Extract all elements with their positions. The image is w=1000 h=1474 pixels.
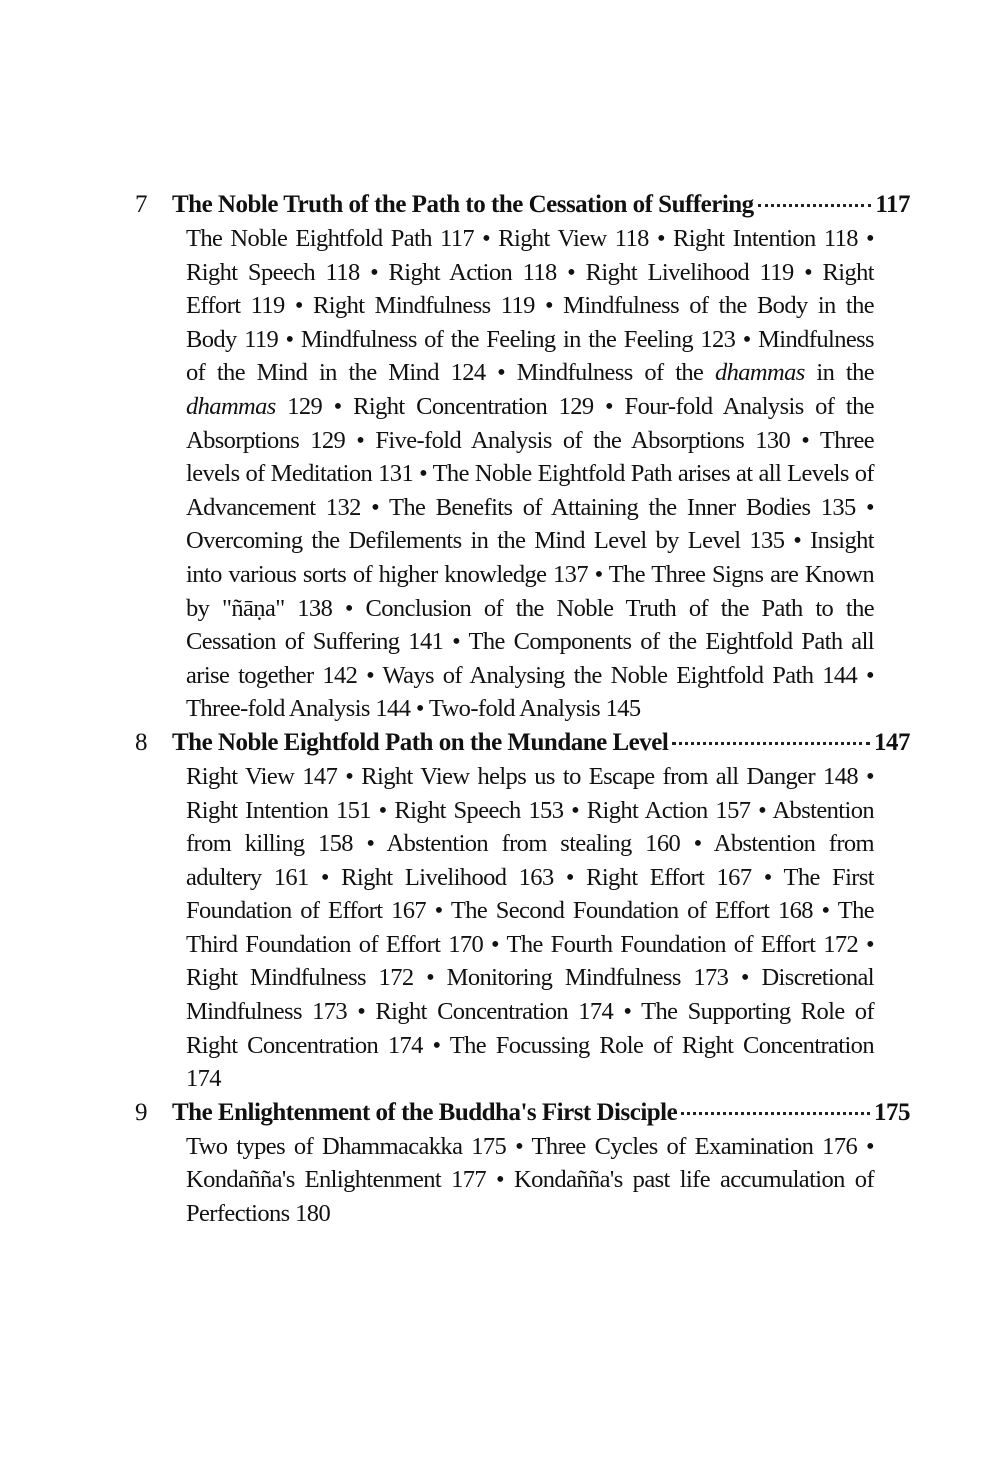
pali-term: dhammas	[714, 359, 805, 387]
toc-chapter-9	[0, 1096, 1000, 1231]
chapter-contents: Right View 147 • Right View helps us to Escape from all Danger 148 • Right Intention 151 • Right Speech 153 • Right Action 157 • Abstention from killing 158 • Abstention from stealing 160 • Abstention from adultery 161 • Right Livelihood 163 • Right Effort 167 • The First Foundation of Effort 167 • The Second Foundation of Effort 168 • The Third Foundation of Effort 170 • The Fourth Foundation of Effort 172 • Right Mindfulness 172 • Monitoring Mindfulness 173 • Discretional Mindfulness 173 • Right Concentration 174 • The Supporting Role of Right Concentration 174 • The Focussing Role of Right Concentration 174	[186, 762, 874, 1093]
chapter-page-number: 175	[874, 1098, 910, 1126]
toc-chapter-7	[0, 188, 1000, 726]
chapter-title: The Noble Truth of the Path to the Cessation of Suffering	[172, 191, 754, 218]
table-of-contents	[0, 188, 1000, 1231]
chapter-heading	[0, 1096, 1000, 1130]
chapter-number: 8	[135, 728, 147, 756]
chapter-heading	[0, 726, 1000, 760]
chapter-contents: The Noble Eightfold Path 117 • Right View 118 • Right Intention 118 • Right Speech 118 • Right Action 118 • Right Livelihood 119 • Right Effort 119 • Right Mindfulness 119 • Mindfulness of the Body in the Body 119 • Mindfulness of the Feeling in the Feeling 123 • Mindfulness of the Mind in the Mind 124 • Mindfulness of the dhammas in the dhammas 129 • Right Concentration 129 • Four-fold Analysis of the Absorptions 129 • Five-fold Analysis of the Absorptions 130 • Three levels of Meditation 131 • The Noble Eightfold Path arises at all Levels of Advancement 132 • The Benefits of Attaining the Inner Bodies 135 • Overcoming the Defilements in the Mind Level by Level 135 • Insight into various sorts of higher knowledge 137 • The Three Signs are Known by "ñāṇa" 138 • Conclusion of the Noble Truth of the Path to the Cessation of Suffering 141 • The Components of the Eightfold Path all arise together 142 • Ways of Analysing the Noble Eightfold Path 144 • Three-fold Analysis 144 • Two-fold Analysis 145	[186, 225, 874, 723]
chapter-number: 9	[135, 1098, 147, 1126]
chapter-contents: Two types of Dhammacakka 175 • Three Cycles of Examination 176 • Kondañña's Enlightenment 177 • Kondañña's past life accumulation of Perfections 180	[186, 1132, 874, 1228]
chapter-page-number: 147	[874, 728, 910, 756]
chapter-title-row	[172, 188, 910, 222]
chapter-title-row	[172, 726, 910, 760]
pali-term: dhammas	[186, 392, 276, 420]
chapter-page-number: 117	[875, 191, 910, 218]
chapter-number: 7	[135, 191, 147, 218]
chapter-title-row	[172, 1096, 910, 1130]
dot-leader	[681, 1112, 870, 1115]
toc-chapter-8	[0, 726, 1000, 1096]
dot-leader	[672, 742, 870, 745]
dot-leader	[758, 204, 872, 207]
chapter-title: The Enlightenment of the Buddha's First Disciple	[172, 1098, 678, 1126]
chapter-heading	[0, 188, 1000, 222]
chapter-title: The Noble Eightfold Path on the Mundane Level	[172, 728, 669, 756]
